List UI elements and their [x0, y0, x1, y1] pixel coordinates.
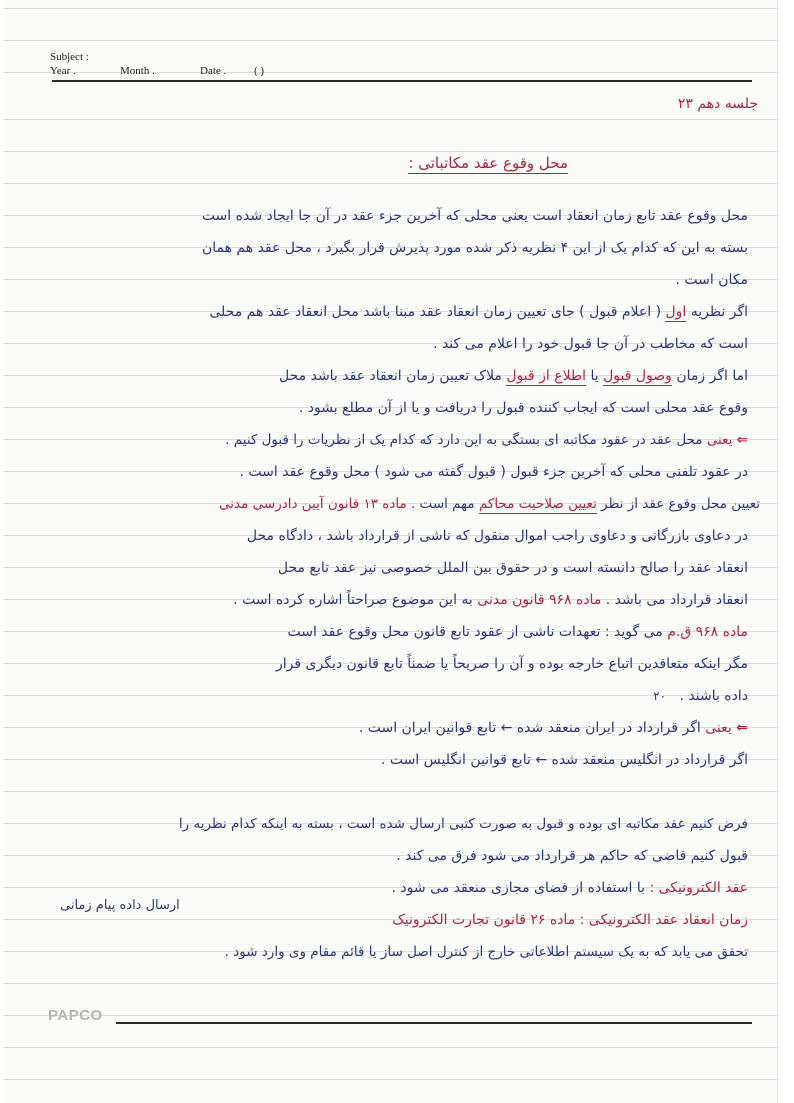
para9-line3: تحقق می یابد که به یک سیستم اطلاعاتی خارج از کنترل اصل ساز یا قائم مقام وی وارد شود . [224, 944, 748, 960]
session-heading: جلسه دهم ۲۳ [677, 96, 758, 112]
para5-line1: تعیین محل وقوع عقد از نظر تعیین صلاحیت محاکم مهم است . ماده ۱۳ قانون آیین دادرسی مدنی [219, 496, 760, 512]
para8-line1: فرض کنیم عقد مکاتبه ای بوده و قبول به صورت کتبی ارسال شده است ، بسته به اینکه کدام نظریه را [178, 816, 748, 832]
para5-line2: در دعاوی بازرگانی و دعاوی راجب اموال منقول که ناشی از قرارداد باشد ، دادگاه محل [246, 528, 748, 544]
para9-line2: زمان انعقاد عقد الکترونیکی : ماده ۲۶ قانون تجارت الکترونیک [392, 912, 748, 928]
header-rule [52, 80, 752, 82]
month-label: Month . [120, 65, 155, 77]
para7-line2: اگر قرارداد در انگلیس منعقد شده ← تابع قوانین انگلیس است . [380, 752, 748, 768]
para9-side-note: ارسال داده پیام زمانی [60, 898, 180, 913]
para2-line1: اگر نظریه اول ( اعلام قبول ) جای تعیین زمان انعقاد عقد مبنا باشد محل انعقاد عقد هم محلی [209, 304, 748, 320]
para8-line2: قبول کنیم قاضی که حاکم هر قرارداد می شود فرق می کند . [396, 848, 748, 864]
page-header [50, 51, 750, 79]
footer-rule [116, 1022, 752, 1024]
para3-line1: اما اگر زمان وصول قبول یا اطلاع از قبول ملاک تعیین زمان انعقاد عقد باشد محل [279, 368, 748, 384]
para3-line3: ⇐ یعنی محل عقد در عقود مکاتبه ای بستگی به این دارد که کدام یک از نظریات را قبول کنیم . [225, 432, 748, 448]
para6-line2: مگر اینکه متعاقدین اتباع خارجه بوده و آن را صریحاً یا ضمناً تابع قانون دیگری قرار [276, 656, 748, 672]
para7-line1: ⇐ یعنی اگر قرارداد در ایران منعقد شده ← تابع قوانین ایران است . [358, 720, 748, 736]
subject-label: Subject : [50, 51, 89, 63]
date-label: Date . [200, 65, 227, 77]
section-title: محل وقوع عقد مکاتباتی : [408, 154, 568, 172]
para2-line2: است که مخاطب در آن جا قبول خود را اعلام می کند . [433, 336, 748, 352]
papco-logo: PAPCO [48, 1007, 103, 1024]
year-label: Year . [50, 65, 76, 77]
implies-arrow: ⇐ [736, 720, 748, 736]
para5-line3: انعقاد عقد را صالح دانسته است و در حقوق بین الملل خصوصی نیز عقد تابع محل [277, 560, 748, 576]
notebook-page [4, 0, 778, 1103]
para1-line3: مکان است . [675, 272, 748, 288]
para3-line2: وقوع عقد محلی است که ایجاب کننده قبول را دریافت و یا از آن مطلع بشود . [298, 400, 748, 416]
para1-line1: محل وقوع عقد تابع زمان انعقاد است یعنی محلی که آخرین جزء عقد در آن جا ایجاد شده است [201, 208, 748, 224]
para6-line1: ماده ۹۶۸ ق.م می گوید : تعهدات ناشی از عقود تابع قانون محل وقوع عقد است [287, 624, 748, 640]
date-value: ( ) [254, 65, 265, 77]
para4-line: در عقود تلفنی محلی که آخرین جزء قبول ( قبول گفته می شود ) محل وقوع عقد است . [239, 464, 748, 480]
para5-line4: انعقاد قرارداد می باشد . ماده ۹۶۸ قانون مدنی به این موضوع صراحتاً اشاره کرده است . [233, 592, 748, 608]
para9-line1: عقد الکترونیکی : با استفاده از فضای مجازی منعقد می شود . [391, 880, 748, 896]
para1-line2: بسته به این که کدام یک از این ۴ نظریه ذکر شده مورد پذیرش قرار بگیرد ، محل عقد هم همان [201, 240, 748, 256]
implies-arrow: ⇐ [736, 432, 748, 448]
para6-line3: داده باشند . ۲۰ [653, 688, 748, 704]
